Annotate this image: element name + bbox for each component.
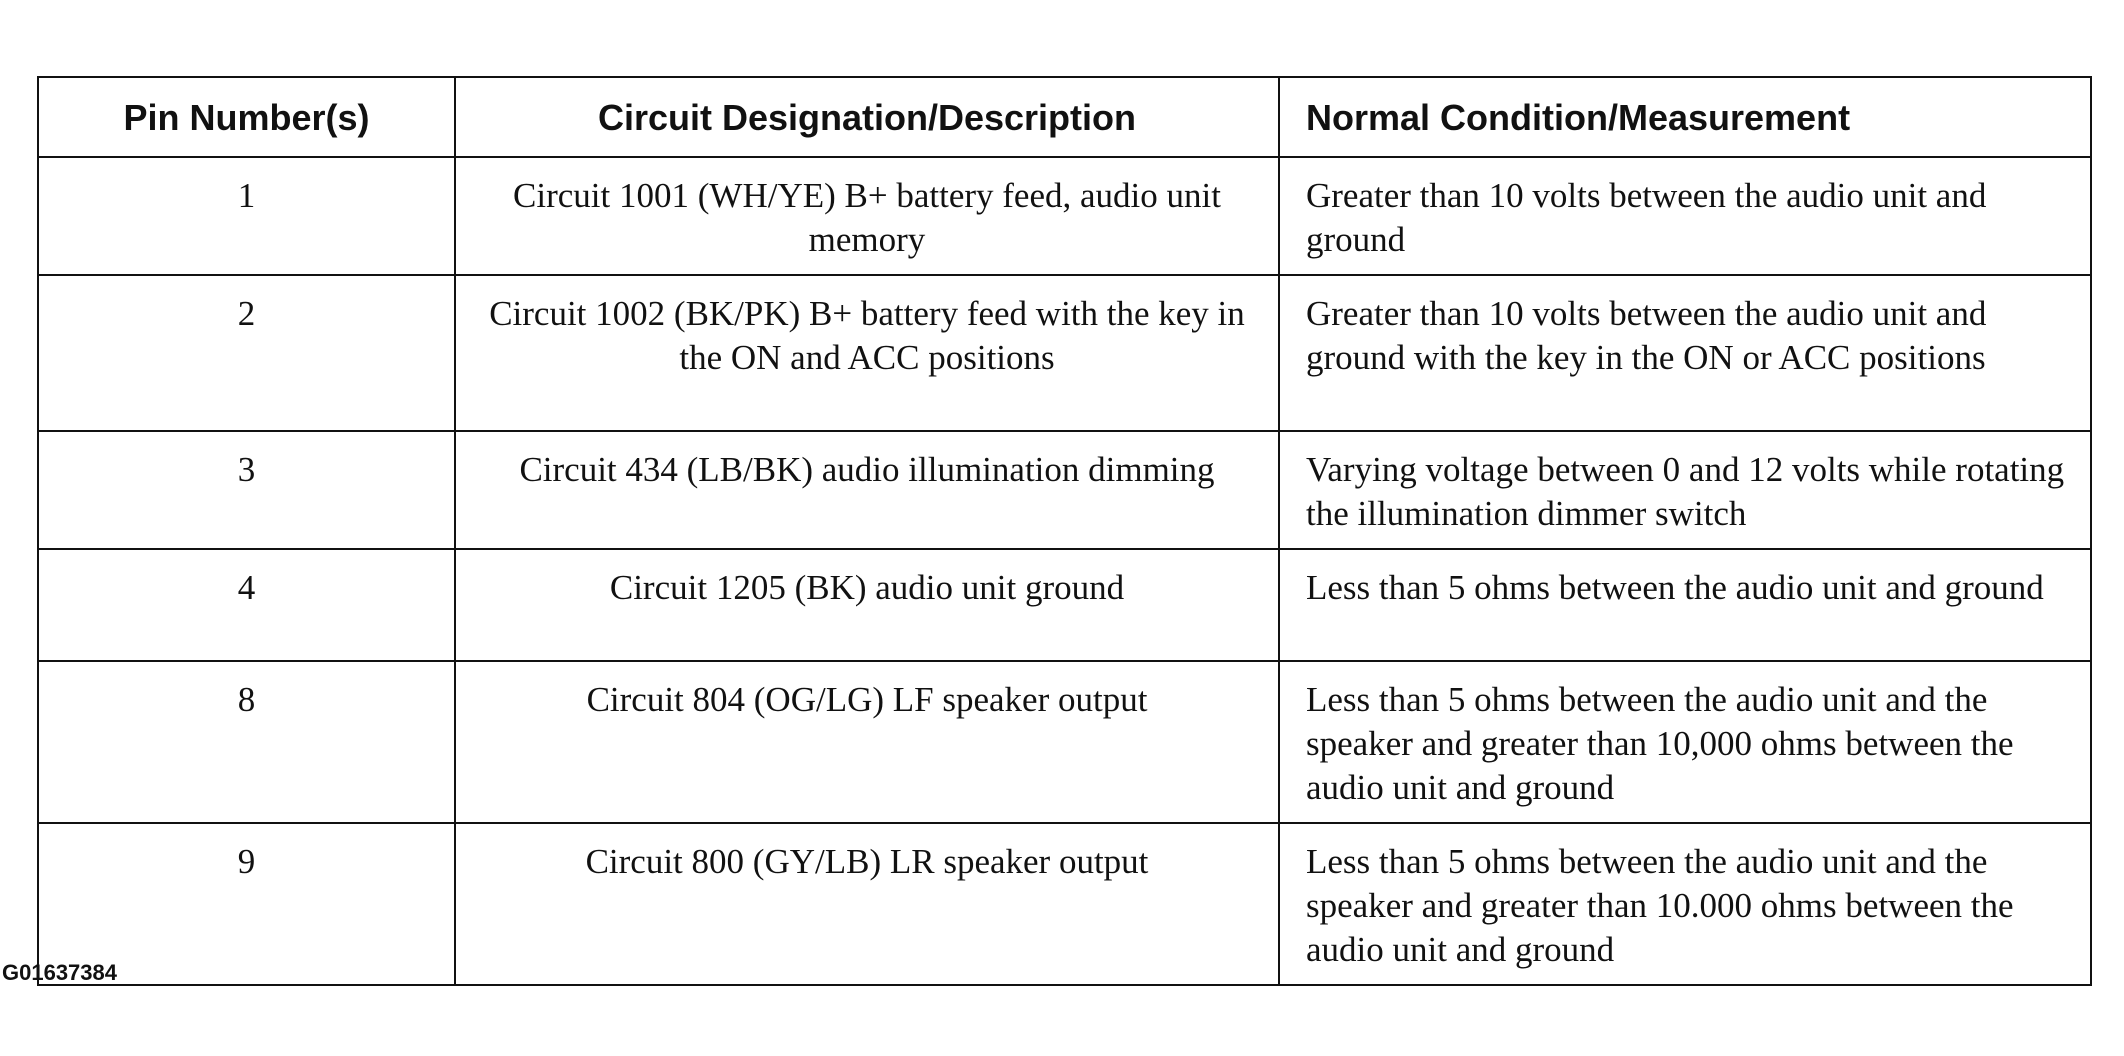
table-row <box>38 275 2091 431</box>
pin-number-cell: 2 <box>38 275 455 431</box>
measurement-cell: Less than 5 ohms between the audio unit and the speaker and greater than 10,000 ohms between the audio unit and ground <box>1279 661 2091 823</box>
table-row <box>38 431 2091 549</box>
pin-number-cell: 3 <box>38 431 455 549</box>
measurement-cell: Less than 5 ohms between the audio unit and ground <box>1279 549 2091 661</box>
pin-number-cell: 9 <box>38 823 455 985</box>
table-header-row <box>38 77 2091 157</box>
pin-number-cell: 8 <box>38 661 455 823</box>
measurement-cell: Varying voltage between 0 and 12 volts while rotating the illumination dimmer switch <box>1279 431 2091 549</box>
pin-number-cell: 4 <box>38 549 455 661</box>
table-row <box>38 823 2091 985</box>
measurement-cell: Less than 5 ohms between the audio unit and the speaker and greater than 10.000 ohms between the audio unit and ground <box>1279 823 2091 985</box>
pin-number-cell: 1 <box>38 157 455 275</box>
circuit-description-cell: Circuit 1002 (BK/PK) B+ battery feed with the key in the ON and ACC positions <box>455 275 1279 431</box>
header-normal-condition: Normal Condition/Measurement <box>1279 77 2091 157</box>
circuit-description-cell: Circuit 1205 (BK) audio unit ground <box>455 549 1279 661</box>
circuit-description-cell: Circuit 434 (LB/BK) audio illumination dimming <box>455 431 1279 549</box>
circuit-description-cell: Circuit 1001 (WH/YE) B+ battery feed, audio unit memory <box>455 157 1279 275</box>
table-row <box>38 661 2091 823</box>
table-row <box>38 549 2091 661</box>
header-pin-numbers: Pin Number(s) <box>38 77 455 157</box>
header-circuit-description: Circuit Designation/Description <box>455 77 1279 157</box>
circuit-description-cell: Circuit 800 (GY/LB) LR speaker output <box>455 823 1279 985</box>
circuit-description-cell: Circuit 804 (OG/LG) LF speaker output <box>455 661 1279 823</box>
measurement-cell: Greater than 10 volts between the audio unit and ground with the key in the ON or ACC positions <box>1279 275 2091 431</box>
table-row <box>38 157 2091 275</box>
figure-id: G01637384 <box>2 960 117 985</box>
measurement-cell: Greater than 10 volts between the audio unit and ground <box>1279 157 2091 275</box>
pin-table <box>37 76 2092 986</box>
